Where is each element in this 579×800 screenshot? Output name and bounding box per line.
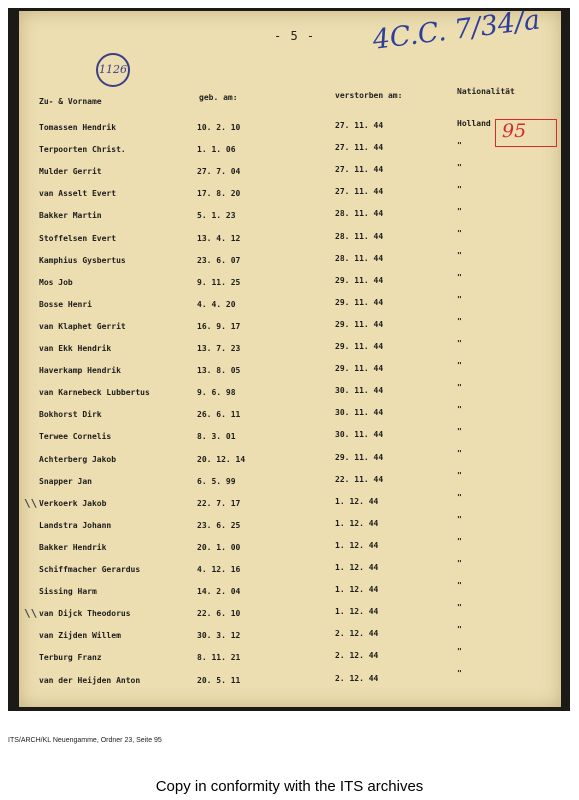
nationality: ": [457, 184, 462, 194]
table-row: [19, 360, 561, 382]
nationality: ": [457, 250, 462, 260]
table-row: [19, 602, 561, 625]
person-name: Kamphius Gysbertus: [39, 255, 126, 265]
nationality: ": [457, 624, 462, 634]
table-row: [19, 119, 561, 139]
birth-date: 23. 6. 25: [197, 520, 241, 530]
death-date: 29. 11. 44: [335, 319, 384, 329]
birth-date: 27. 7. 04: [197, 167, 241, 177]
death-date: 28. 11. 44: [335, 253, 384, 263]
birth-date: 1. 1. 06: [197, 145, 236, 155]
table-row: [19, 382, 561, 404]
page-number: - 5 -: [274, 29, 316, 43]
header-born: geb. am:: [199, 93, 238, 102]
nationality: ": [457, 558, 462, 568]
nationality: ": [457, 206, 462, 216]
death-date: 28. 11. 44: [335, 231, 384, 241]
birth-date: 5. 1. 23: [197, 211, 236, 221]
person-name: Schiffmacher Gerardus: [39, 565, 141, 574]
birth-date: 20. 5. 11: [197, 675, 241, 685]
person-name: Achterberg Jakob: [39, 454, 117, 464]
birth-date: 26. 6. 11: [197, 410, 241, 420]
birth-date: 23. 6. 07: [197, 255, 241, 265]
death-date: 30. 11. 44: [335, 386, 384, 396]
table-row: [19, 646, 561, 669]
table-row: [19, 624, 561, 647]
table-row: [19, 492, 561, 515]
table-row: [19, 294, 561, 316]
birth-date: 14. 2. 04: [197, 587, 241, 597]
person-name: Haverkamp Hendrik: [39, 366, 121, 376]
person-name: van Asselt Evert: [39, 189, 117, 199]
table-row: [19, 141, 561, 161]
birth-date: 30. 3. 12: [197, 631, 241, 641]
person-name: Tomassen Hendrik: [39, 123, 117, 132]
table-row: [19, 272, 561, 294]
death-date: 29. 11. 44: [335, 452, 384, 462]
table-row: [19, 250, 561, 272]
nationality: ": [457, 360, 462, 370]
table-row: [19, 426, 561, 448]
birth-date: 8. 11. 21: [197, 653, 241, 663]
person-name: Snapper Jan: [39, 476, 92, 486]
person-name: Bokhorst Dirk: [39, 410, 102, 420]
nationality: ": [457, 382, 462, 392]
nationality: ": [457, 448, 462, 458]
person-name: Landstra Johann: [39, 520, 112, 530]
person-name: van Ekk Hendrik: [39, 344, 112, 353]
birth-date: 13. 4. 12: [197, 233, 241, 243]
death-date: 1. 12. 44: [335, 518, 379, 528]
death-date: 29. 11. 44: [335, 275, 384, 285]
nationality: ": [457, 492, 462, 502]
person-name: Mulder Gerrit: [39, 167, 102, 177]
death-date: 22. 11. 44: [335, 474, 384, 484]
birth-date: 20. 12. 14: [197, 454, 246, 464]
person-name: Bakker Hendrik: [39, 542, 107, 552]
death-date: 1. 12. 44: [335, 607, 379, 617]
nationality: ": [457, 514, 462, 524]
nationality: ": [457, 602, 462, 612]
table-row: [19, 536, 561, 559]
nationality: Holland: [457, 119, 491, 128]
nationality: ": [457, 316, 462, 326]
header-died: verstorben am:: [335, 91, 403, 100]
person-name: Sissing Harm: [39, 587, 97, 597]
paper-sheet: [19, 4, 561, 707]
death-date: 1. 12. 44: [335, 540, 379, 550]
death-date: 29. 11. 44: [335, 297, 384, 307]
birth-date: 17. 8. 20: [197, 189, 241, 199]
archive-source-reference: ITS/ARCH/KL Neuengamme, Ordner 23, Seite 95: [8, 737, 162, 744]
person-name: Terburg Franz: [39, 653, 102, 663]
death-date: 1. 12. 44: [335, 563, 379, 572]
person-name: Bosse Henri: [39, 299, 92, 309]
person-name: van der Heijden Anton: [39, 675, 141, 685]
table-row: [19, 668, 561, 692]
table-row: [19, 580, 561, 603]
circled-number: 1126: [96, 53, 130, 87]
handwritten-reference: 4C.C. 7/34/a: [371, 4, 542, 56]
person-name: Mos Job: [39, 277, 73, 287]
header-name: Zu- & Vorname: [39, 97, 102, 106]
conformity-statement: Copy in conformity with the ITS archives: [155, 778, 424, 795]
table-row: [19, 470, 561, 493]
table-row: [19, 558, 561, 581]
nationality: ": [457, 272, 462, 282]
death-date: 1. 12. 44: [335, 496, 379, 506]
birth-date: 16. 9. 17: [197, 321, 241, 331]
table-row: [19, 184, 561, 205]
nationality: ": [457, 338, 462, 348]
death-date: 2. 12. 44: [335, 629, 379, 639]
death-date: 29. 11. 44: [335, 364, 384, 374]
death-date: 28. 11. 44: [335, 209, 384, 219]
red-marking-box: [495, 119, 557, 147]
nationality: ": [457, 228, 462, 238]
nationality: ": [457, 141, 462, 150]
person-name: Verkoerk Jakob: [39, 498, 107, 508]
nationality: ": [457, 426, 462, 436]
death-date: 1. 12. 44: [335, 585, 379, 595]
birth-date: 4. 12. 16: [197, 565, 241, 574]
birth-date: 20. 1. 00: [197, 542, 241, 552]
scanned-document: [8, 4, 570, 711]
death-date: 2. 12. 44: [335, 673, 379, 683]
table-row: [19, 404, 561, 426]
person-name: van Klaphet Gerrit: [39, 321, 126, 331]
person-name: Terpoorten Christ.: [39, 145, 126, 155]
table-row: [19, 448, 561, 471]
birth-date: 10. 2. 10: [197, 123, 241, 132]
death-date: 2. 12. 44: [335, 651, 379, 661]
person-name: Bakker Martin: [39, 211, 102, 221]
birth-date: 22. 7. 17: [197, 498, 241, 508]
birth-date: 22. 6. 10: [197, 609, 241, 619]
death-date: 27. 11. 44: [335, 165, 384, 175]
nationality: ": [457, 162, 462, 172]
check-mark: \\: [24, 496, 38, 510]
nationality: ": [457, 536, 462, 546]
birth-date: 4. 4. 20: [197, 299, 236, 309]
nationality: ": [457, 470, 462, 480]
red-mark-number: 95: [502, 120, 527, 142]
birth-date: 13. 7. 23: [197, 344, 241, 353]
person-name: Stoffelsen Evert: [39, 233, 117, 243]
birth-date: 9. 11. 25: [197, 277, 241, 287]
death-date: 30. 11. 44: [335, 430, 384, 440]
person-name: van Zijden Willem: [39, 631, 121, 641]
header-nationality: Nationalität: [457, 87, 515, 96]
death-date: 27. 11. 44: [335, 121, 384, 130]
birth-date: 13. 8. 05: [197, 366, 241, 376]
death-date: 27. 11. 44: [335, 187, 384, 197]
death-date: 30. 11. 44: [335, 408, 384, 418]
birth-date: 9. 6. 98: [197, 388, 236, 398]
table-row: [19, 162, 561, 183]
person-name: van Dijck Theodorus: [39, 609, 131, 619]
birth-date: 6. 5. 99: [197, 476, 236, 486]
person-name: Terwee Cornelis: [39, 432, 112, 442]
table-row: [19, 228, 561, 250]
death-date: 29. 11. 44: [335, 342, 384, 351]
nationality: ": [457, 646, 462, 656]
person-name: van Karnebeck Lubbertus: [39, 388, 150, 398]
table-row: [19, 338, 561, 360]
nationality: ": [457, 580, 462, 590]
nationality: ": [457, 404, 462, 414]
birth-date: 8. 3. 01: [197, 432, 236, 442]
nationality: ": [457, 668, 462, 678]
death-date: 27. 11. 44: [335, 143, 384, 153]
table-row: [19, 514, 561, 537]
check-mark: \\: [24, 607, 38, 621]
table-row: [19, 316, 561, 338]
table-row: [19, 206, 561, 227]
nationality: ": [457, 294, 462, 304]
